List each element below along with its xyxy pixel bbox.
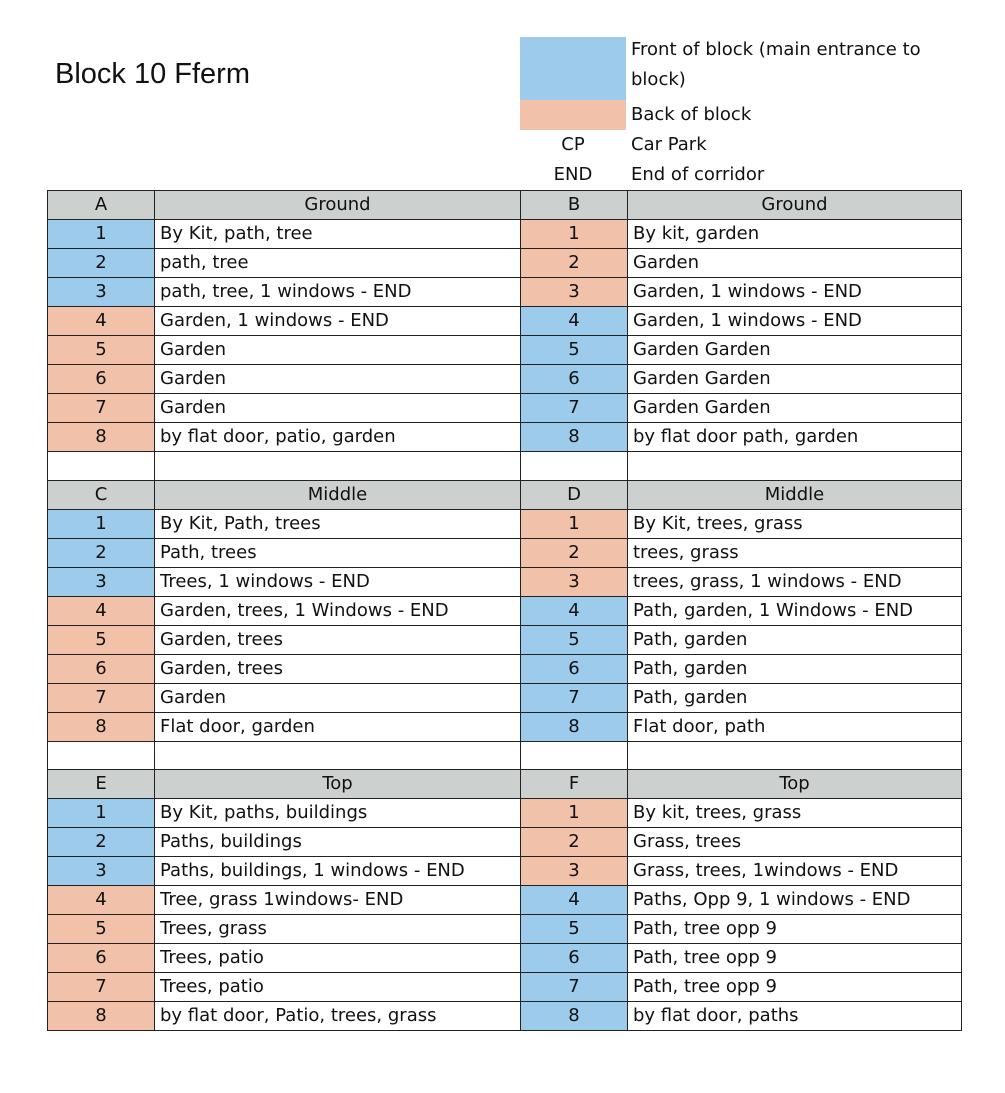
- spacer-row: [48, 452, 962, 481]
- flat-number-left: 1: [48, 799, 155, 828]
- table-row: [48, 423, 962, 452]
- spacer-cell: [48, 741, 155, 770]
- flat-description-left: Garden: [155, 683, 521, 712]
- flat-description-right: trees, grass: [628, 538, 962, 567]
- floor-label-right: Top: [628, 770, 962, 799]
- flat-number-right: 1: [521, 220, 628, 249]
- legend-cp-text: Car Park: [631, 134, 707, 155]
- table-row: [48, 567, 962, 596]
- flat-description-right: by flat door, paths: [628, 1002, 962, 1031]
- flat-description-right: Path, tree opp 9: [628, 915, 962, 944]
- flat-number-right: 3: [521, 278, 628, 307]
- page-title: Block 10 Fferm: [55, 58, 250, 90]
- flat-number-right: 6: [521, 654, 628, 683]
- table-row: [48, 1002, 962, 1031]
- flat-description-right: Path, tree opp 9: [628, 973, 962, 1002]
- table-row: [48, 307, 962, 336]
- flat-number-right: 2: [521, 249, 628, 278]
- flat-number-right: 7: [521, 394, 628, 423]
- flat-number-left: 8: [48, 712, 155, 741]
- flat-description-left: Paths, buildings: [155, 828, 521, 857]
- flat-description-left: Garden, trees, 1 Windows - END: [155, 596, 521, 625]
- flat-number-left: 3: [48, 857, 155, 886]
- flat-number-right: 8: [521, 423, 628, 452]
- flat-description-right: Garden Garden: [628, 365, 962, 394]
- flat-number-left: 5: [48, 625, 155, 654]
- table-row: [48, 625, 962, 654]
- flat-description-left: path, tree, 1 windows - END: [155, 278, 521, 307]
- flat-number-left: 8: [48, 1002, 155, 1031]
- flat-description-right: trees, grass, 1 windows - END: [628, 567, 962, 596]
- flat-description-left: by flat door, Patio, trees, grass: [155, 1002, 521, 1031]
- flat-description-right: Path, garden, 1 Windows - END: [628, 596, 962, 625]
- flat-description-right: Grass, trees: [628, 828, 962, 857]
- flat-number-left: 3: [48, 278, 155, 307]
- legend-end-text: End of corridor: [631, 164, 765, 185]
- table-row: [48, 799, 962, 828]
- flat-description-right: Path, garden: [628, 683, 962, 712]
- spacer-cell: [628, 452, 962, 481]
- table-row: [48, 944, 962, 973]
- table-row: [48, 220, 962, 249]
- table-row: [48, 712, 962, 741]
- flat-description-left: Garden: [155, 365, 521, 394]
- flat-description-left: Garden, 1 windows - END: [155, 307, 521, 336]
- section-header-row: [48, 770, 962, 799]
- flat-description-right: By kit, garden: [628, 220, 962, 249]
- flat-number-left: 6: [48, 944, 155, 973]
- flat-number-left: 7: [48, 394, 155, 423]
- spacer-cell: [521, 741, 628, 770]
- legend-cp-abbr: CP: [561, 134, 585, 155]
- flat-description-right: Grass, trees, 1windows - END: [628, 857, 962, 886]
- table-row: [48, 394, 962, 423]
- flat-number-left: 4: [48, 596, 155, 625]
- spacer-cell: [155, 741, 521, 770]
- flat-number-right: 7: [521, 973, 628, 1002]
- flat-description-left: Garden: [155, 394, 521, 423]
- section-header-row: [48, 480, 962, 509]
- flat-description-right: Garden, 1 windows - END: [628, 307, 962, 336]
- legend-end-abbr: END: [553, 164, 593, 185]
- table-row: [48, 654, 962, 683]
- flat-number-right: 5: [521, 336, 628, 365]
- flat-orientation-table: [47, 190, 962, 1031]
- back-swatch: [520, 100, 626, 130]
- floor-label-left: Ground: [155, 191, 521, 220]
- flat-description-left: Trees, grass: [155, 915, 521, 944]
- section-label-left: C: [48, 480, 155, 509]
- section-label-right: D: [521, 480, 628, 509]
- legend-front-text-2: block): [631, 69, 686, 90]
- flat-description-left: By Kit, Path, trees: [155, 509, 521, 538]
- flat-description-right: Paths, Opp 9, 1 windows - END: [628, 886, 962, 915]
- spacer-cell: [521, 452, 628, 481]
- table-row: [48, 336, 962, 365]
- flat-number-left: 5: [48, 336, 155, 365]
- spacer-cell: [628, 741, 962, 770]
- flat-number-right: 5: [521, 625, 628, 654]
- flat-description-right: Flat door, path: [628, 712, 962, 741]
- flat-description-left: Garden, trees: [155, 654, 521, 683]
- flat-number-right: 2: [521, 828, 628, 857]
- flat-number-left: 2: [48, 538, 155, 567]
- flat-number-right: 8: [521, 1002, 628, 1031]
- floor-label-right: Middle: [628, 480, 962, 509]
- flat-description-left: Paths, buildings, 1 windows - END: [155, 857, 521, 886]
- flat-number-left: 2: [48, 828, 155, 857]
- flat-number-left: 4: [48, 307, 155, 336]
- flat-description-right: Path, garden: [628, 654, 962, 683]
- spacer-row: [48, 741, 962, 770]
- legend-back-text: Back of block: [631, 104, 752, 125]
- flat-number-left: 3: [48, 567, 155, 596]
- spacer-cell: [155, 452, 521, 481]
- flat-number-left: 4: [48, 886, 155, 915]
- table-row: [48, 509, 962, 538]
- flat-number-right: 4: [521, 886, 628, 915]
- table-row: [48, 857, 962, 886]
- flat-number-right: 3: [521, 567, 628, 596]
- floor-label-left: Top: [155, 770, 521, 799]
- flat-description-left: Path, trees: [155, 538, 521, 567]
- flat-description-left: By Kit, paths, buildings: [155, 799, 521, 828]
- flat-number-left: 8: [48, 423, 155, 452]
- flat-description-left: Trees, 1 windows - END: [155, 567, 521, 596]
- flat-description-right: Garden: [628, 249, 962, 278]
- flat-number-left: 2: [48, 249, 155, 278]
- flat-number-right: 4: [521, 596, 628, 625]
- flat-number-right: 4: [521, 307, 628, 336]
- flat-description-left: Flat door, garden: [155, 712, 521, 741]
- flat-number-left: 5: [48, 915, 155, 944]
- flat-description-left: Trees, patio: [155, 973, 521, 1002]
- flat-number-left: 6: [48, 654, 155, 683]
- flat-number-right: 1: [521, 509, 628, 538]
- section-label-left: E: [48, 770, 155, 799]
- flat-description-left: By Kit, path, tree: [155, 220, 521, 249]
- flat-description-right: Path, tree opp 9: [628, 944, 962, 973]
- flat-description-right: Garden Garden: [628, 394, 962, 423]
- table-row: [48, 365, 962, 394]
- spacer-cell: [48, 452, 155, 481]
- table-row: [48, 249, 962, 278]
- flat-description-left: Trees, patio: [155, 944, 521, 973]
- flat-description-right: Garden, 1 windows - END: [628, 278, 962, 307]
- flat-number-left: 7: [48, 973, 155, 1002]
- section-header-row: [48, 191, 962, 220]
- flat-number-left: 1: [48, 509, 155, 538]
- floor-label-left: Middle: [155, 480, 521, 509]
- flat-number-right: 8: [521, 712, 628, 741]
- flat-number-right: 6: [521, 944, 628, 973]
- flat-description-left: by flat door, patio, garden: [155, 423, 521, 452]
- flat-number-left: 6: [48, 365, 155, 394]
- front-swatch: [520, 37, 626, 100]
- flat-description-left: Tree, grass 1windows- END: [155, 886, 521, 915]
- legend-front-text-1: Front of block (main entrance to: [631, 39, 921, 60]
- flat-number-right: 2: [521, 538, 628, 567]
- flat-number-left: 7: [48, 683, 155, 712]
- table-row: [48, 278, 962, 307]
- flat-number-right: 1: [521, 799, 628, 828]
- flat-number-right: 3: [521, 857, 628, 886]
- flat-number-right: 5: [521, 915, 628, 944]
- table-row: [48, 915, 962, 944]
- flat-number-left: 1: [48, 220, 155, 249]
- section-label-left: A: [48, 191, 155, 220]
- flat-description-left: Garden: [155, 336, 521, 365]
- table-row: [48, 538, 962, 567]
- table-row: [48, 828, 962, 857]
- flat-description-right: Garden Garden: [628, 336, 962, 365]
- flat-number-right: 7: [521, 683, 628, 712]
- flat-description-right: By kit, trees, grass: [628, 799, 962, 828]
- table-row: [48, 973, 962, 1002]
- section-label-right: F: [521, 770, 628, 799]
- flat-description-right: By Kit, trees, grass: [628, 509, 962, 538]
- flat-description-left: Garden, trees: [155, 625, 521, 654]
- flat-number-right: 6: [521, 365, 628, 394]
- section-label-right: B: [521, 191, 628, 220]
- table-row: [48, 596, 962, 625]
- floor-label-right: Ground: [628, 191, 962, 220]
- flat-description-right: by flat door path, garden: [628, 423, 962, 452]
- flat-description-right: Path, garden: [628, 625, 962, 654]
- flat-description-left: path, tree: [155, 249, 521, 278]
- table-row: [48, 683, 962, 712]
- table-row: [48, 886, 962, 915]
